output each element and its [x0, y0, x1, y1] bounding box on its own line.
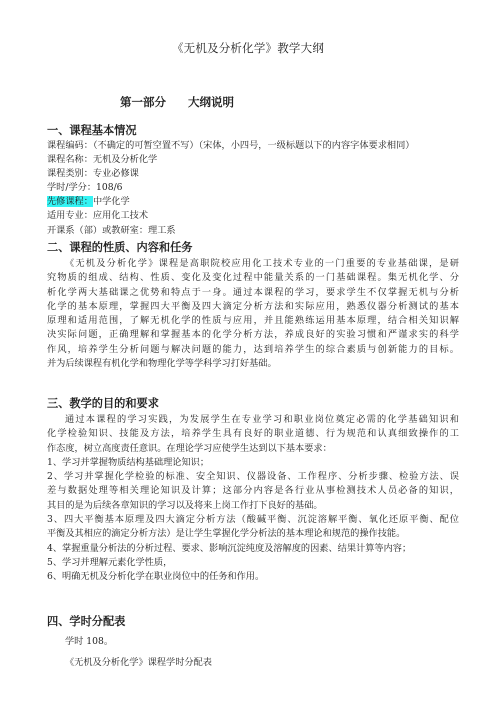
- list-item-cont: 差与数据处理等相关理论知识及计算；这部分内容是各行业从事检测技术人员必备的知识，: [47, 485, 459, 497]
- paragraph-line: 析化学两大基础课之优势和特点于一身。通过本课程的学习，要求学生不仅掌握无机与分析: [47, 286, 459, 298]
- list-item: 4、掌握重量分析法的分析过程、要求、影响沉淀纯度及溶解度的因素、结果计算等内容；: [47, 542, 412, 554]
- hours-total: 学时 108。: [65, 636, 114, 647]
- part-heading: [120, 94, 256, 110]
- list-item-cont: 平衡及其相应的滴定分析方法）是让学生掌握化学分析法的基本理论和规范的操作技能。: [47, 528, 406, 540]
- info-line: 学时/学分：108/6: [47, 182, 123, 194]
- goals-paragraph: [47, 413, 459, 585]
- paragraph-line: 决实际问题，正确理解和掌握基本的化学分析方法，养成良好的实验习惯和严谨求实的科学: [47, 329, 459, 341]
- list-item: 5、学习并理解元素化学性质，: [47, 556, 173, 568]
- paragraph-line: 究物质的组成、结构、性质、变化及变化过程中能量关系的一门基础课程。集无机化学、分: [47, 272, 459, 284]
- prereq-label-highlighted: 先修课程：: [47, 196, 93, 208]
- section-heading-basic-info: 一、课程基本情况: [47, 123, 137, 137]
- info-line: 课程名称：无机及分析化学: [47, 154, 158, 166]
- list-item: 3、四大平衡基本原理及四大滴定分析方法（酸碱平衡、沉淀溶解平衡、氧化还原平衡、配位: [47, 514, 459, 526]
- paragraph-line: 原理和适用范围，了解无机化学的性质与应用，并且能熟练运用基本原理，结合相关知识解: [47, 315, 459, 327]
- paragraph-line: 《无机及分析化学》课程是高职院校应用化工技术专业的一门重要的专业基础课，是研: [65, 258, 459, 269]
- hours-table-caption: 《无机及分析化学》课程学时分配表: [65, 657, 212, 668]
- list-item: 2、学习并掌握化学检验的标准、安全知识、仪器设备、工作程序、分析步骤、检验方法、误: [47, 471, 459, 483]
- hours-block: [47, 631, 459, 673]
- paragraph-line: 作态度，树立高度责任意识。在理论学习应使学生达到以下基本要求：: [47, 442, 332, 454]
- section-heading-hours: 四、学时分配表: [47, 614, 126, 628]
- part-name: 大纲说明: [188, 95, 234, 109]
- list-item: 6、明确无机及分析化学在职业岗位中的任务和作用。: [47, 571, 265, 583]
- info-line: 课程类别：专业必修课: [47, 168, 139, 180]
- paragraph-line: 并为后续课程有机化学和物理化学等学科学习打好基础。: [47, 358, 277, 370]
- info-line: 课程编码：（不确定的可暂空置不写）（宋体，小四号，一级标题以下的内容字体要求相同）: [47, 140, 415, 151]
- document-title: 《无机及分析化学》教学大纲: [171, 41, 325, 55]
- basic-info-list: [47, 139, 459, 238]
- info-line: 开课系（部）或教研室：理工系: [47, 224, 176, 236]
- section-heading-nature: 二、课程的性质、内容和任务: [47, 240, 193, 254]
- info-line: 适用专业：应用化工技术: [47, 210, 149, 222]
- list-item-cont: 其目的是为后续各章知识的学习以及将来上岗工作打下良好的基础。: [47, 499, 323, 511]
- nature-paragraph: [47, 257, 459, 371]
- list-item: 1、学习并掌握物质结构基础理论知识；: [47, 456, 210, 468]
- paragraph-line: 化学检验知识、技能及方法，培养学生具有良好的职业道德、行为规范和认真细致操作的工: [47, 428, 459, 440]
- paragraph-line: 化学的基本原理，掌握四大平衡及四大滴定分析方法和实际应用，熟悉仪器分析测试的基本: [47, 300, 459, 312]
- paragraph-line: 通过本课程的学习实践，为发展学生在专业学习和职业岗位奠定必需的化学基础知识和: [65, 414, 459, 425]
- paragraph-line: 作风，培养学生分析问题与解决问题的能力，达到培养学生的综合素质与创新能力的目标。: [47, 343, 459, 355]
- info-line-prereq: [47, 195, 459, 209]
- prereq-value: 中学化学: [92, 196, 130, 208]
- part-label: 第一部分: [120, 95, 166, 109]
- section-heading-goals: 三、教学的目的和要求: [47, 396, 159, 410]
